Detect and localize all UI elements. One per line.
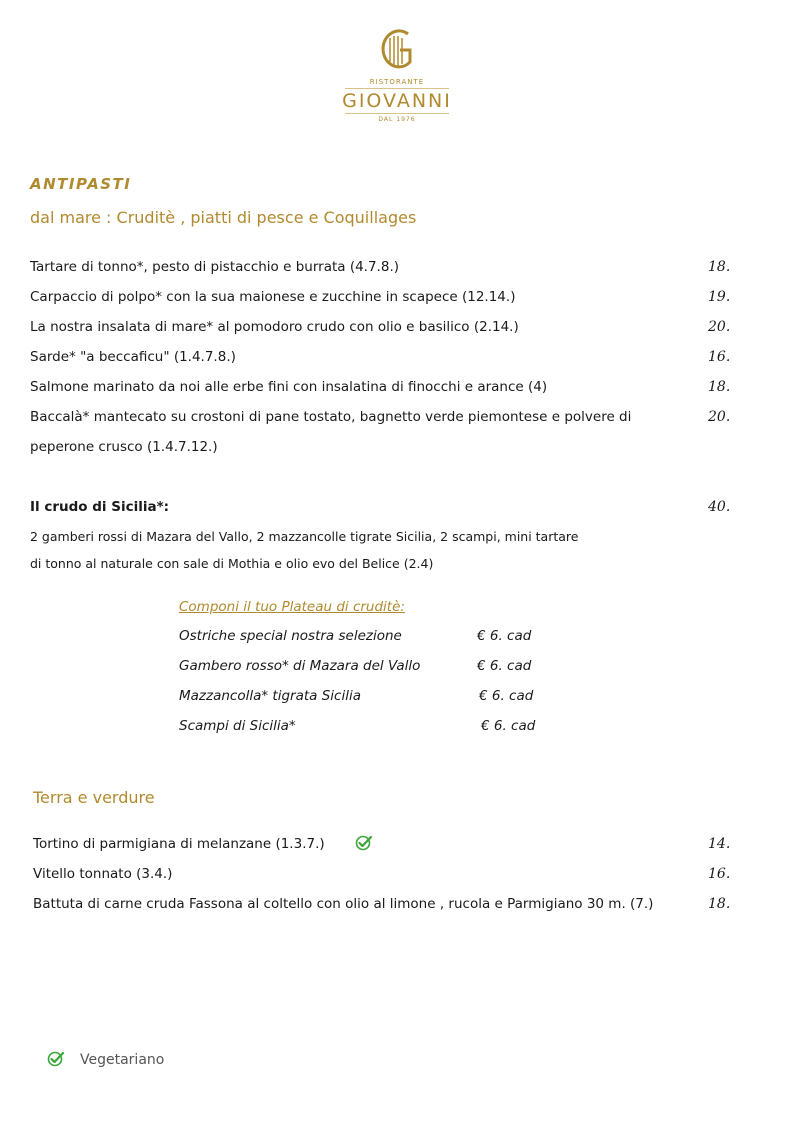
menu-item-name: Battuta di carne cruda Fassona al coltello con olio al limone , rucola e Parmigiano 30 m. (7.) — [33, 896, 654, 912]
logo-rule — [345, 88, 449, 89]
menu-item-price: 18. — [708, 896, 731, 912]
legend-vegetarian-label: Vegetariano — [80, 1052, 165, 1068]
logo-name: GIOVANNI — [342, 90, 452, 112]
menu-item-price: 16. — [708, 866, 731, 882]
plateau-item-price: € 6. cad — [481, 718, 536, 734]
menu-item-name: Tartare di tonno*, pesto di pistacchio e burrata (4.7.8.) — [30, 259, 399, 275]
menu-item-price: 14. — [708, 836, 731, 852]
restaurant-logo — [337, 24, 457, 123]
menu-item-price: 16. — [708, 349, 731, 365]
crudo-price: 40. — [708, 499, 731, 515]
logo-since: DAL 1976 — [378, 116, 416, 123]
logo-rule — [345, 113, 449, 114]
section-heading-terra: Terra e verdure — [33, 788, 155, 807]
menu-item-name: Baccalà* mantecato su crostoni di pane tostato, bagnetto verde piemontese e polvere di — [30, 409, 632, 425]
menu-item-price: 18. — [708, 259, 731, 275]
crudo-description-continued: di tonno al naturale con sale di Mothia e olio evo del Belice (2.4) — [30, 556, 434, 571]
plateau-item-price: € 6. cad — [477, 658, 532, 674]
plateau-item-name: Scampi di Sicilia* — [179, 718, 296, 734]
plateau-item-price: € 6. cad — [477, 628, 532, 644]
menu-item-name: Salmone marinato da noi alle erbe fini con insalatina di finocchi e arance (4) — [30, 379, 548, 395]
menu-item-name: Sarde* "a beccaficu" (1.4.7.8.) — [30, 349, 236, 365]
logo-subtitle: RISTORANTE — [369, 78, 425, 86]
plateau-item-name: Ostriche special nostra selezione — [179, 628, 402, 644]
menu-item-price: 20. — [708, 409, 731, 425]
menu-item-price: 20. — [708, 319, 731, 335]
menu-item-name-continued: peperone crusco (1.4.7.12.) — [30, 439, 218, 455]
check-circle-icon — [47, 1051, 65, 1067]
plateau-title: Componi il tuo Plateau di cruditè: — [179, 599, 405, 615]
vegetarian-check-icon — [355, 835, 373, 851]
section-heading-mare: dal mare : Cruditè , piatti di pesce e Coquillages — [30, 208, 417, 227]
logo-g-emblem-icon — [376, 24, 418, 76]
menu-item-price: 18. — [708, 379, 731, 395]
plateau-item-name: Mazzancolla* tigrata Sicilia — [179, 688, 361, 704]
section-label-antipasti: ANTIPASTI — [30, 175, 132, 193]
menu-item-name: Tortino di parmigiana di melanzane (1.3.7.) — [33, 836, 325, 852]
plateau-item-price: € 6. cad — [479, 688, 534, 704]
plateau-item-name: Gambero rosso* di Mazara del Vallo — [179, 658, 421, 674]
menu-item-name: Vitello tonnato (3.4.) — [33, 866, 173, 882]
menu-item-name: Carpaccio di polpo* con la sua maionese e zucchine in scapece (12.14.) — [30, 289, 516, 305]
menu-item-price: 19. — [708, 289, 731, 305]
menu-item-name: La nostra insalata di mare* al pomodoro crudo con olio e basilico (2.14.) — [30, 319, 519, 335]
crudo-title: Il crudo di Sicilia*: — [30, 499, 170, 515]
crudo-description: 2 gamberi rossi di Mazara del Vallo, 2 mazzancolle tigrate Sicilia, 2 scampi, mini tartare — [30, 529, 579, 544]
